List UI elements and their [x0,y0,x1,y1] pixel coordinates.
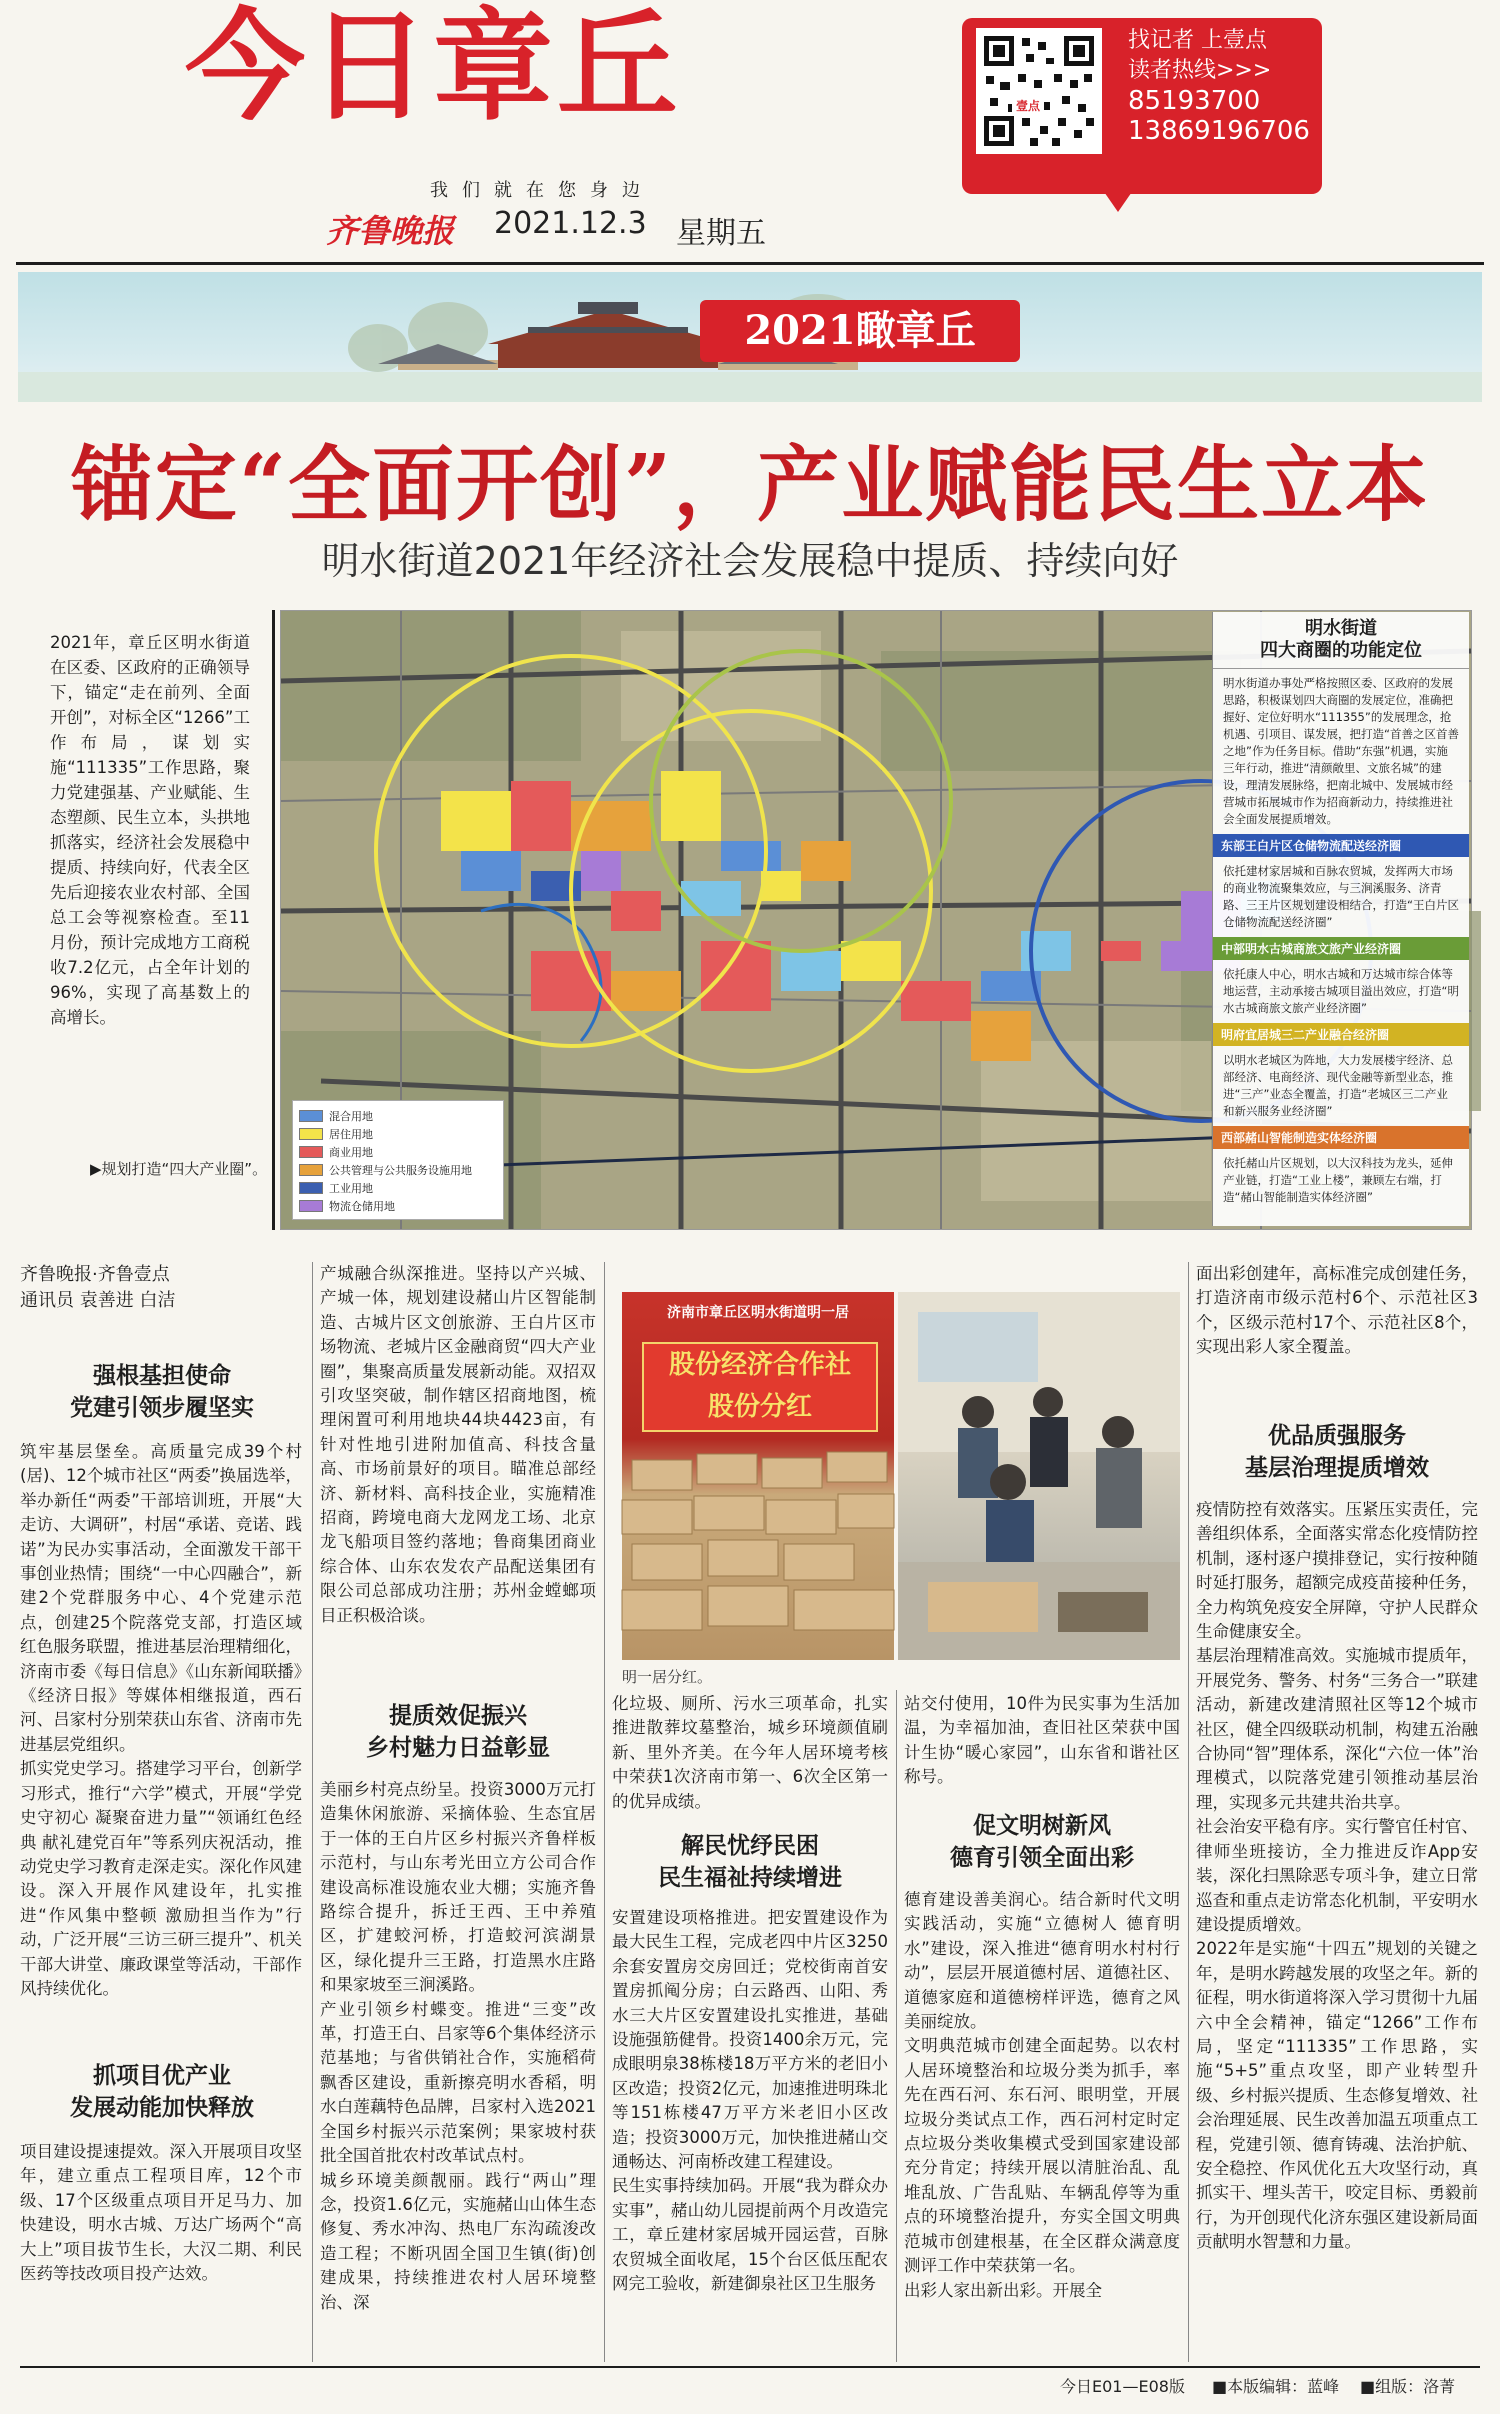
section-text-environment-cont: 化垃圾、厕所、污水三项革命，扎实推进散葬坟墓整治，城乡环境颜值刷新、里外齐美。在今年人居环境考核中荣获1次济南市第一、6次全区第一的优异成绩。 [612,1694,888,1811]
cash-stacks-illustration [622,1440,894,1660]
edition-range: 今日E01—E08版 [1060,2377,1185,2396]
hotline-number-1: 85193700 [1128,86,1261,116]
section-title-civilization: 促文明树新风 德育引领全面出彩 [950,1812,1134,1871]
legend-item [293,1125,503,1143]
zone-tag-central: 中部明水古城商旅文旅产业经济圈 [1213,937,1469,960]
column-divider [1188,1262,1189,2362]
section-text-civilization-cont: 面出彩创建年，高标准完成创建任务，打造济南市级示范村6个、示范社区3个，区级示范村17个、示范社区8个，实现出彩人家全覆盖。 [1196,1264,1478,1357]
qr-code-icon[interactable] [976,28,1102,154]
section-text-civilization: 德育建设善美润心。结合新时代文明实践活动，实施“立德树人 德育明水”建设，深入推进“德育明水村村行动”，层层开展道德村居、道德社区、道德家庭和道德榜样评选，德育之风美丽绽放。 文明典范城市创建全面起势。以农村人居环境整治和垃圾分类为抓手，率先在西石河、东石河、眼明堂，开展垃圾分类试点工作，西石河村定时定点垃圾分类收集模式受到国家建设部充分肯定；持续开展以清脏治乱、乱堆乱放、广告乱贴、车辆乱停等为重点的环境整治提升，夯实全国文明典范城市创建根基，在全区群众满意度测评工作中荣获第一名。 出彩人家出新出彩。开展全 [904,1890,1180,2300]
masthead-title: 今日章丘 [185,0,681,137]
legend-item [293,1179,503,1197]
byline [20,1262,290,1314]
legend-item [293,1143,503,1161]
byline-outlet: 齐鲁晚报·齐鲁壹点 [20,1264,170,1285]
section-text-industry-city: 产城融合纵深推进。坚持以产兴城、产城一体，规划建设赭山片区智能制造、古城片区文创旅游、王白片区市场物流、老城片区金融商贸“四大产业圈”，集聚高质量发展新动能。双招双引攻坚突破，制作辖区招商地图，梳理闲置可利用地块44块4423亩，有针对性地引进附加值高、科技含量高、市场前景好的项目。瞄准总部经济、新材料、高科技企业，实施精准招商，跨境电商大龙网龙工场、北京龙飞船项目签约落地；鲁商集团商业综合体、山东农发农产品配送集团有限公司总部成功注册；苏州金螳螂项目正积极洽谈。 [320,1264,596,1625]
section-text-livelihood-cont: 站交付使用，10件为民实事为生活加温，为幸福加油，查旧社区荣获中国计生协“暖心家园”，山东省和谐社区称号。 [904,1694,1180,1787]
photo-sign-text: 股份经济合作社 股份分红 [642,1342,878,1432]
section-title-livelihood: 解民忧纾民困 民生福祉持续增进 [658,1832,842,1891]
issue-date: 2021.12.3 [494,206,647,241]
zone-tag-old-city: 明府宜居城三二产业融合经济圈 [1213,1023,1469,1046]
legend-swatch [299,1200,323,1212]
map-sidebar-title: 明水街道 四大商圈的功能定位 [1213,612,1469,669]
map-legend [292,1100,504,1220]
zone-tag-west: 西部赭山智能制造实体经济圈 [1213,1126,1469,1149]
hotline-box-tail [1100,186,1136,212]
legend-label: 居住用地 [329,1128,373,1141]
hotline-line1: 找记者 上壹点 [1128,28,1267,53]
legend-swatch [299,1164,323,1176]
section-title-governance: 优品质强服务 基层治理提质增效 [1245,1422,1429,1481]
legend-swatch [299,1146,323,1158]
legend-label: 工业用地 [329,1182,373,1195]
dividend-photo [622,1292,894,1660]
photo-caption: 明一居分红。 [622,1668,713,1686]
masthead-slogan: 我们就在您身边 [430,180,654,201]
zone-text-central: 依托康人中心，明水古城和万达城市综合体等地运营，主动承接古城项目溢出效应，打造“明水古城商旅文旅产业经济圈” [1223,967,1459,1015]
section-text-governance: 疫情防控有效落实。压紧压实责任，完善组织体系，全面落实常态化疫情防控机制，逐村逐户摸排登记，实行按种随时延打服务，超额完成疫苗接种任务，全力构筑免疫安全屏障，守护人民群众生命健康安全。 基层治理精准高效。实施城市提质年，开展党务、警务、村务“三务合一”联建活动，新建改建清照社区等12个城市社区，健全四级联动机制，构建五治融合协同“智”理体系，深化“六位一体”治理模式，以院落党建引领推动基层治理，实现多元共建共治共享。 社会治安平稳有序。实行警官任村官、律师坐班接访，全力推进反诈App安装，深化扫黑除恶专项斗争，建立日常巡查和重点走访常态化机制，平安明水建设提质增效。 2022年是实施“十四五”规划的关键之年，是明水跨越发展的攻坚之年。新的征程，明水街道将深入学习贯彻十九届六中全会精神，锚定“1266”工作布局，坚定“111335”工作思路，实施“5+5”重点攻坚，即产业转型升级、乡村振兴提质、生态修复增效、社会治理延展、民生改善加温五项重点工程，党建引领、德育铸魂、法治护航、安全稳控、作风优化五大攻坚行动，真抓实干、埋头苦干，咬定目标、勇毅前行，为开创现代化济东强区建设新局面贡献明水智慧和力量。 [1196,1500,1478,2252]
legend-swatch [299,1110,323,1122]
reader-hotline [1128,26,1310,146]
legend-label: 混合用地 [329,1110,373,1123]
legend-label: 商业用地 [329,1146,373,1159]
byline-reporters: 通讯员 袁善进 白洁 [20,1290,176,1311]
section-text-projects: 项目建设提速提效。深入开展项目攻坚年，建立重点工程项目库，12个市级、17个区级重点项目开足马力、加快建设，明水古城、万达广场两个“高大上”项目拔节生长，大汉二期、利民医药等技改项目投产达效。 [20,2142,302,2284]
map-sidebar-intro: 明水街道办事处严格按照区委、区政府的发展思路，积极谋划四大商圈的发展定位，准确把握好、定位好明水“111355”的发展理念，抢机遇、引项目、谋发展，把打造“首善之区首善之地”作为任务目标。借助“东强”机遇，实施三年行动，推进“清颜敞里、文旅名城”的建设，理清发展脉络，把南北城中、发展城市经营城市拓展城市作为招商新动力，持续推进社会全面发展提质增效。 [1223,676,1459,826]
column-divider [896,1690,897,2362]
legend-swatch [299,1128,323,1140]
residents-illustration [898,1292,1180,1660]
legend-item [293,1197,503,1215]
section-text-rural: 美丽乡村亮点纷呈。投资3000万元打造集休闲旅游、采摘体验、生态宜居于一体的王白片区乡村振兴齐鲁样板示范村，与山东考光田立方公司合作建设高标准设施农业大棚；实施齐鲁路综合提升，拆迁王西、王中养殖区，扩建蛟河桥，打造蛟河滨湖景区，绿化提升三王路，打造黑水庄路和果家坡至三涧溪路。 产业引领乡村蝶变。推进“三变”改革，打造王白、吕家等6个集体经济示范基地；与省供销社合作，实施稻荷飘香区建设，重新擦亮明水香稻，明水白莲藕特色品牌，吕家村入选2021全国乡村振兴示范案例；果家坡村获批全国首批农村改革试点村。 城乡环境美颜靓丽。践行“两山”理念，投资1.6亿元，实施赭山山体生态修复、秀水冲沟、热电厂东沟疏浚改造工程；不断巩固全国卫生镇(街)创建成果，持续推进农村人居环境整治、深 [320,1780,596,2312]
page-designer: ■组版：洛菁 [1360,2377,1456,2396]
newspaper-brand: 齐鲁晚报 [326,212,455,250]
hotline-line2: 读者热线>>> [1128,58,1272,83]
section-title-rural: 提质效促振兴 乡村魅力日益彰显 [366,1702,550,1761]
legend-label: 公共管理与公共服务设施用地 [329,1164,472,1177]
column-divider [312,1262,313,2362]
zone-text-old-city: 以明水老城区为阵地，大力发展楼宇经济、总部经济、电商经济、现代金融等新型业态，推进“三产”业态全覆盖，打造“老城区三二产业和新兴服务业经济圈” [1223,1053,1453,1118]
qr-code-label: 壹点 [1012,96,1044,115]
section-title-projects: 抓项目优产业 发展动能加快释放 [70,2062,254,2121]
zone-tag-east: 东部王白片区仓储物流配送经济圈 [1213,834,1469,857]
banner-badge: 2021瞰章丘 [700,300,1020,362]
residents-photo [898,1292,1180,1660]
page-editor: ■本版编辑：蓝峰 [1212,2377,1340,2396]
footer-rule [20,2366,1480,2368]
issue-weekday: 星期五 [676,216,766,251]
legend-swatch [299,1182,323,1194]
subheadline: 明水街道2021年经济社会发展稳中提质、持续向好 [321,539,1179,583]
legend-item [293,1161,503,1179]
masthead-rule [16,262,1484,265]
zone-text-west: 依托赭山片区规划，以大汉科技为龙头，延伸产业链，打造“工业上楼”，兼顾左右端，打造“赭山智能制造实体经济圈” [1223,1156,1453,1204]
map-sidebar [1212,612,1469,1226]
hotline-number-2: 13869196706 [1128,116,1310,146]
legend-label: 物流仓储用地 [329,1200,395,1213]
section-title-party-building: 强根基担使命 党建引领步履坚实 [70,1362,254,1421]
headline: 锚定“全面开创”，产业赋能民生立本 [70,437,1430,533]
section-text-livelihood: 安置建设项格推进。把安置建设作为最大民生工程，完成老四中片区3250余套安置房交房回迁；党校街南首安置房抓阄分房；白云路西、山阳、秀水三大片区安置建设扎实推进，基础设施强筋健骨。投资1400余万元，完成眼明泉38栋楼18万平方米的老旧小区改造；投资2亿元，加速推进明珠北等151栋楼47万平方米老旧小区改造；投资3000万元，加快推进赭山交通畅达、河南桥改建工程建设。 民生实事持续加码。开展“我为群众办实事”，赭山幼儿园提前两个月改造完工，章丘建材家居城开园运营，百脉农贸城全面收尾，15个台区低压配农网完工验收，新建御泉社区卫生服务 [612,1908,888,2294]
legend-item [293,1107,503,1125]
zone-text-east: 依托建材家居城和百脉农贸城，发挥两大市场的商业物流聚集效应，与三涧溪服务、济青路、三王片区规划建设相结合，打造“王白片区仓储物流配送经济圈” [1223,864,1459,929]
map-caption: ▶规划打造“四大产业圈”。 [90,1160,268,1178]
intro-paragraph: 2021年，章丘区明水街道在区委、区政府的正确领导下，锚定“走在前列、全面开创”，对标全区“1266”工作布局，谋划实施“111335”工作思路，聚力党建强基、产业赋能、生态塑颜、民生立本，头拱地抓落实，经济社会发展稳中提质、持续向好，代表全区先后迎接农业农村部、全国总工会等视察检查。至11月份，预计完成地方工商税收7.2亿元，占全年计划的96%，实现了高基数上的高增长。 [50,633,250,1027]
section-text-party-building: 筑牢基层堡垒。高质量完成39个村(居)、12个城市社区“两委”换届选举，举办新任“两委”干部培训班，开展“大走访、大调研”，村居“承诺、竞诺、践诺”为民办实事活动，全面激发干部干事创业热情；围绕“一中心四融合”，新建2个党群服务中心、4个党建示范点，创建25个院落党支部，打造区域红色服务联盟，推进基层治理精细化，济南市委《每日信息》《山东新闻联播》《经济日报》等媒体相继报道，西石河、吕家村分别荣获山东省、济南市先进基层党组织。 抓实党史学习。搭建学习平台，创新学习形式，推行“六学”模式，开展“学党史守初心 凝聚奋进力量”“领诵红色经典 献礼建党百年”等系列庆祝活动，推动党史学习教育走深走实。深化作风建设。深入开展作风建设年，扎实推进“作风集中整顿 激励担当作为”行动，广泛开展“三访三研三提升”、机关干部大讲堂、廉政课堂等活动，干部作风持续优化。 [20,1442,302,1998]
column-divider [604,1262,605,2362]
intro-divider [272,610,275,1230]
photo-banner-text: 济南市章丘区明水街道明一居 [667,1305,849,1321]
